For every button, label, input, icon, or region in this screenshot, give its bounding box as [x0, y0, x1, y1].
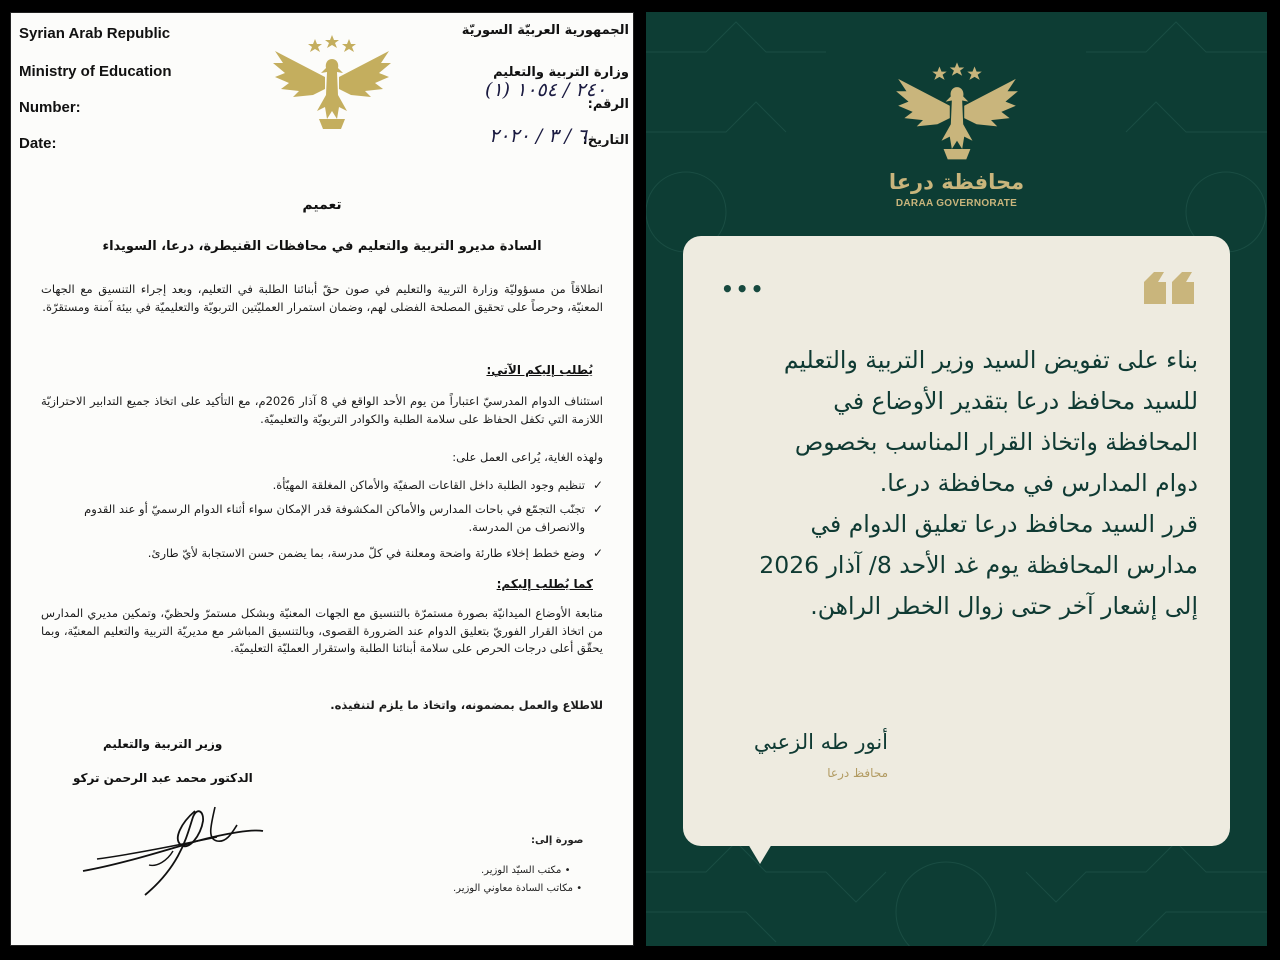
header-number-label-ar: الرقم:: [587, 97, 629, 112]
required-heading: يُطلب إليكم الآتي:: [486, 363, 593, 377]
message-line: بناء على تفويض السيد وزير التربية والتعليم: [783, 346, 1198, 374]
daraa-eagle-emblem: [892, 60, 1022, 170]
handwritten-date: ٦ / ٣ / ٢٠٢٠: [489, 125, 588, 147]
ministry-letter: [10, 12, 634, 946]
also-paragraph: متابعة الأوضاع الميدانيّة بصورة مستمرّة بالتنسيق مع الجهات المعنيّة وبشكل مستمرّ ولحظيّ، وتمكين مديري المدارس من اتخاذ القرار الفوريّ بتعليق الدوام عند الضرورة القصوى، وبالتنسيق المباشر مع مديريّة التربية والتعليم المعنيّة، وبما يحقّق أعلى درجات الحرص على سلامة أبنائنا الطلبة واستقرار العمليّة التعليميّة.: [41, 606, 603, 655]
header-date-label-en: Date:: [19, 135, 57, 152]
bubble-tail: [748, 844, 772, 866]
more-dots-icon: •••: [721, 277, 766, 301]
list-item: ✓ تنظيم وجود الطلبة داخل القاعات الصفيّة والأماكن المغلقة المهيّأة.: [41, 477, 601, 495]
header-date-label-ar: التاريخ:: [582, 133, 629, 148]
message-line: قرر السيد محافظ درعا تعليق الدوام في: [810, 510, 1198, 538]
checkmark-icon: ✓: [592, 546, 603, 560]
letter-addressee: السادة مديرو التربية والتعليم في محافظات القنيطرة، درعا، السويداء: [102, 239, 542, 254]
cc-heading: صورة إلى:: [531, 835, 584, 846]
message-line: المحافظة واتخاذ القرار المناسب بخصوص: [794, 428, 1198, 456]
resume-paragraph: استئناف الدوام المدرسيّ اعتباراً من يوم الأحد الواقع في 8 آذار 2026م، مع التأكيد على اتخاذ جميع التدابير الاحترازيّة اللازمة التي تكفل الحفاظ على سلامة الطلبة والكوادر التربويّة والتعليميّة.: [41, 394, 603, 426]
signature-name: أنور طه الزعبي: [753, 730, 888, 754]
message-line: مدارس المحافظة يوم غد الأحد 8/ آذار 2026: [759, 551, 1198, 579]
list-item: ✓ وضع خطط إخلاء طارئة واضحة ومعلنة في كلّ مدرسة، بما يضمن حسن الاستجابة لأيّ طارئ.: [41, 545, 601, 563]
handwritten-number: ٢٤٠ / ١٠٥٤ (١): [485, 79, 607, 101]
checkmark-icon: ✓: [592, 502, 603, 516]
header-ministry-ar: وزارة التربية والتعليم: [493, 65, 629, 80]
syrian-eagle-emblem: [269, 33, 395, 139]
header-country-en: Syrian Arab Republic: [19, 25, 171, 42]
also-heading: كما يُطلب إليكم:: [496, 577, 593, 591]
quote-icon: [1142, 270, 1196, 306]
header-ministry-en: Ministry of Education: [19, 63, 172, 80]
cc-item: • مكتب السيّد الوزير.: [481, 865, 571, 876]
letter-title: تعميم: [302, 197, 342, 213]
message-line: دوام المدارس في محافظة درعا.: [879, 469, 1198, 497]
checkmark-icon: ✓: [592, 478, 603, 492]
message-line: للسيد محافظ درعا بتقدير الأوضاع في: [833, 387, 1198, 415]
letter-intro: انطلاقاً من مسؤوليّة وزارة التربية والتعليم في صون حقّ أبنائنا الطلبة في التعليم، وبعد إجراء التنسيق مع الجهات المعنيّة، وحرصاً على تحقيق المصلحة الفضلى لهم، وضمان استمرار العمليّتين التربويّة والتعليميّة في بيئة آمنة ومستقرّة.: [41, 282, 603, 314]
message-bubble: [683, 236, 1230, 846]
goal-line: ولهذه الغاية، يُراعى العمل على:: [452, 450, 603, 464]
header-number-label-en: Number:: [19, 99, 81, 116]
governorate-card: [646, 12, 1267, 946]
signature-scribble: [77, 795, 267, 905]
list-item: ✓ تجنّب التجمّع في باحات المدارس والأماكن المكشوفة قدر الإمكان سواء أثناء الدوام الرسميّ أو عند القدوم والانصراف من المدرسة.: [84, 502, 603, 534]
governorate-name-en: DARAA GOVERNORATE: [895, 198, 1018, 209]
signer-name: الدكتور محمد عبد الرحمن تركو: [73, 771, 253, 785]
header-country-ar: الجمهورية العربيّة السوريّة: [461, 23, 629, 38]
signer-title: وزير التربية والتعليم: [103, 737, 223, 751]
closing-line: للاطلاع والعمل بمضمونه، واتخاذ ما يلزم لتنفيذه.: [330, 698, 603, 712]
message-line: إلى إشعار آخر حتى زوال الخطر الراهن.: [810, 592, 1198, 620]
cc-item: • مكاتب السادة معاوني الوزير.: [453, 883, 583, 894]
signature-title: محافظ درعا: [827, 766, 888, 780]
governorate-name-ar: محافظة درعا: [888, 170, 1025, 194]
